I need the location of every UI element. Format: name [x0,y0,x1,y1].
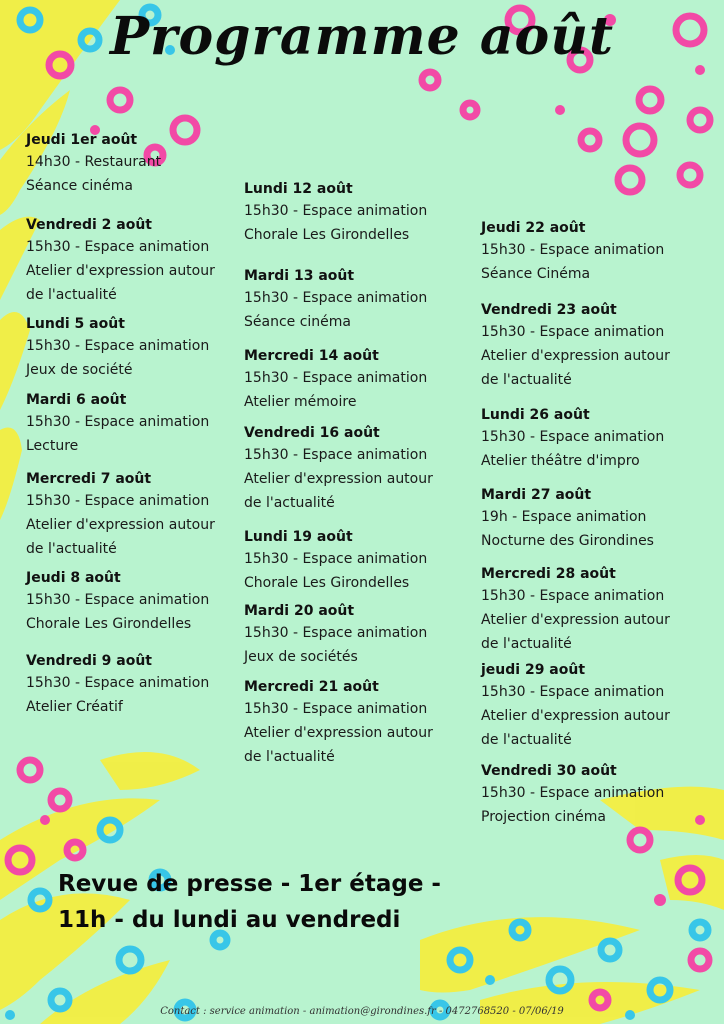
event-activity: Atelier d'expression autour [244,725,433,741]
event-day: Mardi 20 août [244,603,355,619]
press-review-line-1: Revue de presse - 1er étage - [58,871,441,897]
event-time: 15h30 - Espace animation [26,592,210,608]
event-activity: Chorale Les Girondelles [244,227,410,243]
event-day: Vendredi 2 août [26,217,152,233]
event-time: 19h - Espace animation [481,509,647,525]
event-day: Mercredi 14 août [244,348,379,364]
event-time: 15h30 - Espace animation [26,338,210,354]
event-item [26,469,215,561]
event-activity-cont: de l'actualité [481,636,572,652]
event-item [244,266,427,334]
event-time: 15h30 - Espace animation [26,239,210,255]
event-time: 15h30 - Espace animation [244,551,428,567]
event-item [481,300,670,392]
event-day: Mardi 6 août [26,392,127,408]
event-day: Jeudi 8 août [26,570,121,586]
event-item [244,423,433,515]
event-item [481,218,664,286]
event-day: Vendredi 16 août [244,425,380,441]
event-time: 15h30 - Espace animation [244,625,428,641]
event-day: Lundi 5 août [26,316,125,332]
event-activity-cont: de l'actualité [26,287,117,303]
event-time: 15h30 - Espace animation [481,785,665,801]
event-time: 15h30 - Espace animation [244,447,428,463]
event-activity: Atelier d'expression autour [244,471,433,487]
event-item [481,485,654,553]
event-item [244,179,427,247]
event-day: Vendredi 9 août [26,653,152,669]
event-day: Mercredi 28 août [481,566,616,582]
event-time: 15h30 - Espace animation [481,324,665,340]
contact-footer: Contact : service animation - animation@girondines.fr - 0472768520 - 07/06/19 [160,1006,564,1017]
event-activity: Atelier d'expression autour [26,517,215,533]
event-activity: Chorale Les Girondelles [244,575,410,591]
event-day: Vendredi 23 août [481,302,617,318]
event-activity: Atelier théâtre d'impro [481,453,640,469]
event-activity: Jeux de société [26,362,133,378]
event-activity: Séance cinéma [244,314,352,330]
event-activity: Séance Cinéma [481,266,591,282]
event-day: Mercredi 21 août [244,679,379,695]
event-activity: Atelier d'expression autour [26,263,215,279]
event-item [26,568,209,636]
event-day: Jeudi 1er août [26,132,138,148]
event-day: Mardi 13 août [244,268,355,284]
event-item [244,601,427,669]
event-day: Lundi 19 août [244,529,353,545]
event-item [26,215,215,307]
event-time: 15h30 - Espace animation [244,290,428,306]
event-item [481,405,664,473]
event-item [244,527,427,595]
event-time: 15h30 - Espace animation [481,684,665,700]
event-day: Lundi 12 août [244,181,353,197]
event-activity-cont: de l'actualité [481,372,572,388]
event-day: Mardi 27 août [481,487,592,503]
page-title: Programme août [109,6,615,67]
event-time: 15h30 - Espace animation [26,675,210,691]
event-activity: Séance cinéma [26,178,134,194]
event-item [244,677,433,769]
event-day: Lundi 26 août [481,407,590,423]
event-activity: Atelier d'expression autour [481,708,670,724]
event-activity: Projection cinéma [481,809,606,825]
event-activity-cont: de l'actualité [244,749,335,765]
event-activity: Atelier mémoire [244,394,357,410]
press-review-notice [58,866,441,938]
event-activity: Lecture [26,438,79,454]
event-time: 15h30 - Espace animation [481,242,665,258]
event-activity: Atelier d'expression autour [481,348,670,364]
event-activity: Jeux de sociétés [244,649,358,665]
event-time: 15h30 - Espace animation [244,701,428,717]
event-item [481,564,670,656]
press-review-line-2: 11h - du lundi au vendredi [58,907,401,933]
event-item [481,660,670,752]
event-day: Jeudi 22 août [481,220,586,236]
event-day: Mercredi 7 août [26,471,152,487]
event-activity-cont: de l'actualité [481,732,572,748]
event-item [244,346,427,414]
event-activity-cont: de l'actualité [26,541,117,557]
event-day: Vendredi 30 août [481,763,617,779]
event-item [26,390,209,458]
event-activity-cont: de l'actualité [244,495,335,511]
event-item [26,651,209,719]
event-time: 15h30 - Espace animation [26,493,210,509]
event-item [481,761,664,829]
event-time: 15h30 - Espace animation [481,588,665,604]
event-activity: Atelier d'expression autour [481,612,670,628]
event-item [26,130,161,198]
event-time: 14h30 - Restaurant [26,154,162,170]
event-day: jeudi 29 août [481,662,586,678]
event-activity: Atelier Créatif [26,699,123,715]
event-time: 15h30 - Espace animation [244,370,428,386]
event-time: 15h30 - Espace animation [26,414,210,430]
event-time: 15h30 - Espace animation [244,203,428,219]
event-time: 15h30 - Espace animation [481,429,665,445]
event-item [26,314,209,382]
event-activity: Nocturne des Girondines [481,533,654,549]
event-activity: Chorale Les Girondelles [26,616,192,632]
